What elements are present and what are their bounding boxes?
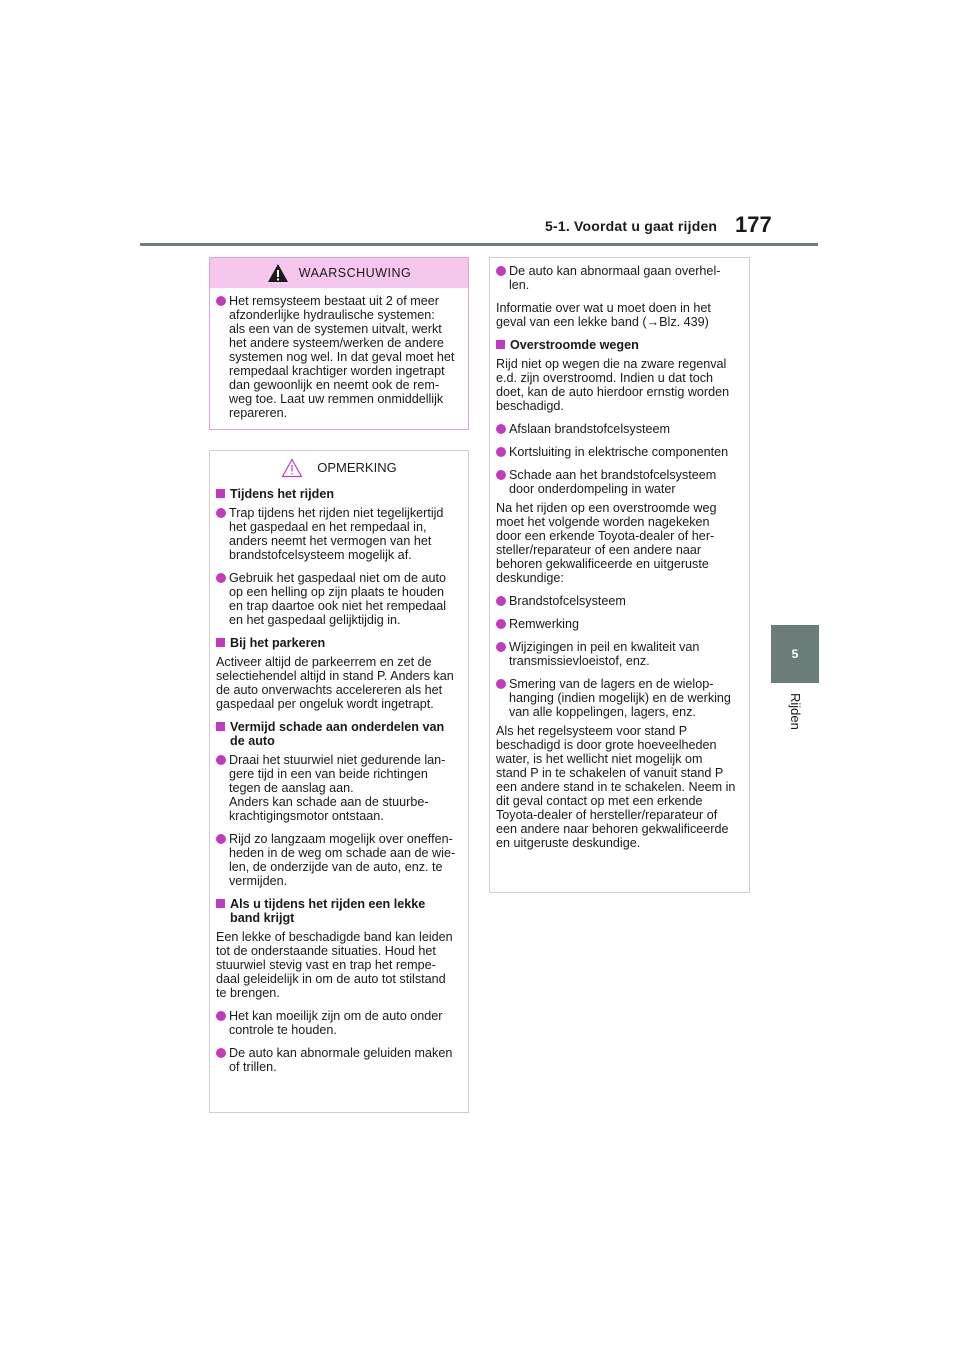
note-bullet: Schade aan het brandstofcelsysteem door onderdompeling in water [496, 468, 742, 496]
note-heading: Bij het parkeren [216, 636, 461, 650]
note-paragraph: Als het regelsysteem voor stand P beschadigd is door grote hoeveelheden water, is het wellicht niet mogelijk om stand P in te schakelen of vanuit stand P een andere stand in te schakelen. Neem in dit geval contact op met een erkende Toyota-dealer of hersteller/reparateur of een andere naar behoren gekwalificeerde en uitgeruste deskundige. [496, 724, 736, 850]
note-bullet: Wijzigingen in peil en kwaliteit van transmissievloeistof, enz. [496, 640, 742, 668]
chapter-tab[interactable]: 5 [771, 625, 819, 683]
note-bullet: Trap tijdens het rijden niet tegelijkertijd het gaspedaal en het rempedaal in, anders neemt het vermogen van het brandstofcelsysteem mogelijk af. [216, 506, 461, 562]
note-bullet: Brandstofcelsysteem [496, 594, 742, 608]
warning-item [216, 294, 461, 420]
note-heading: Tijdens het rijden [216, 487, 461, 501]
warning-triangle-icon [267, 263, 289, 283]
note-heading: Overstroomde wegen [496, 338, 742, 352]
info-paragraph: Informatie over wat u moet doen in het geval van een lekke band (→Blz. 439) [496, 301, 711, 329]
note-bullet: Kortsluiting in elektrische componenten [496, 445, 742, 459]
page-number: 177 [735, 212, 772, 237]
section-title: 5-1. Voordat u gaat rijden [545, 218, 718, 234]
note-bullet: Gebruik het gaspedaal niet om de auto op een helling op zijn plaats te houden en trap daartoe ook niet het rempedaal en het gaspedaal gelijktijdig in. [216, 571, 461, 627]
note-bullet: Draai het stuurwiel niet gedurende lan- gere tijd in een van beide richtingen tegen de aanslag aan. Anders kan schade aan de stuurbe- krachtigingsmotor ontstaan. [216, 753, 461, 823]
note-bullet: Rijd zo langzaam mogelijk over oneffen- heden in de weg om schade aan de wie- len, de onderzijde van de auto, enz. te vermijden. [216, 832, 461, 888]
warning-box [209, 257, 469, 430]
note-bullet: Smering van de lagers en de wielop- hanging (indien mogelijk) en de werking van alle koppelingen, lagers, enz. [496, 677, 742, 719]
note-paragraph: Een lekke of beschadigde band kan leiden tot de onderstaande situaties. Houd het stuurwiel stevig vast en trap het rempe- daal geleidelijk in om de auto tot stilstand te brengen. [216, 930, 453, 1000]
note-header [210, 453, 468, 483]
chapter-label: Rijden [788, 693, 803, 730]
note-continuation-box [489, 257, 750, 893]
note-bullet: Afslaan brandstofcelsysteem [496, 422, 742, 436]
header-rule [140, 243, 818, 246]
warning-item-text: Het remsysteem bestaat uit 2 of meer afzonderlijke hydraulische systemen: als een van de systemen uitvalt, werkt het andere systeem/werken de andere systemen nog wel. In dat geval moet het rempedaal krachtiger worden ingetrapt dan gewoonlijk en neemt ook de rem- weg toe. Laat uw remmen onmiddellijk repareren. [229, 294, 455, 420]
note-bullet: Remwerking [496, 617, 742, 631]
note-title: OPMERKING [317, 460, 397, 475]
note-heading: Vermijd schade aan onderdelen van de auto [216, 720, 461, 748]
note-paragraph: Rijd niet op wegen die na zware regenval e.d. zijn overstroomd. Indien u dat toch doet, kan de auto hierdoor ernstig worden beschadigd. [496, 357, 730, 413]
warning-header [210, 258, 468, 288]
note-paragraph: Na het rijden op een overstroomde weg moet het volgende worden nagekeken door een erkende Toyota-dealer of her- steller/reparateur of een andere naar behoren gekwalificeerde en uitgeruste deskundige: [496, 501, 717, 585]
note-heading: Als u tijdens het rijden een lekke band krijgt [216, 897, 461, 925]
note-paragraph: Activeer altijd de parkeerrem en zet de selectiehendel altijd in stand P. Anders kan de auto onverwachts accelereren als het gaspedaal per ongeluk wordt ingetrapt. [216, 655, 454, 711]
note-bullet: De auto kan abnormale geluiden maken of trillen. [216, 1046, 461, 1074]
note-box [209, 450, 469, 1113]
caution-outline-icon [281, 458, 303, 478]
note-bullet: Het kan moeilijk zijn om de auto onder controle te houden. [216, 1009, 461, 1037]
warning-title: WAARSCHUWING [298, 266, 412, 280]
note-bullet: De auto kan abnormaal gaan overhel- len. [496, 264, 742, 292]
